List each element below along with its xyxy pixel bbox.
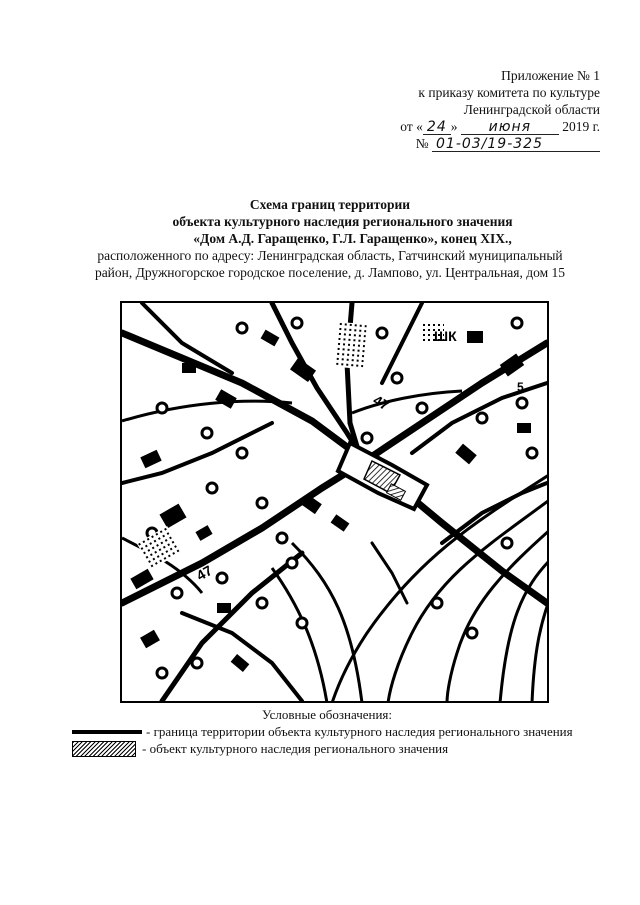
legend-object	[72, 741, 448, 757]
date-month: июня	[461, 120, 559, 135]
date-mid: »	[450, 119, 461, 134]
map-number-top: 47	[370, 391, 392, 414]
legend-object-label: - объект культурного наследия регионального значения	[142, 741, 449, 756]
date-year: 2019 г.	[558, 119, 600, 134]
map-label-top: ШК	[434, 328, 457, 344]
title-heading: Схема границ территории	[249, 197, 411, 212]
territory-map	[120, 301, 549, 703]
appendix-number	[270, 135, 600, 152]
map-drawing	[122, 303, 547, 701]
map-number-left: 47	[193, 561, 215, 584]
map-number-right: 5	[517, 380, 524, 394]
title-block	[70, 196, 590, 281]
legend-boundary	[72, 724, 573, 740]
legend-boundary-label: - граница территории объекта культурного наследия регионального значения	[146, 724, 573, 739]
appendix-date	[270, 118, 600, 135]
number-prefix: №	[415, 136, 432, 151]
title-address-1: расположенного по адресу: Ленинградская область, Гатчинский муниципальный	[97, 248, 563, 263]
appendix-block	[270, 67, 600, 152]
title-object-type: объекта культурного наследия регионального значения	[172, 214, 513, 229]
appendix-title: Приложение № 1	[501, 68, 600, 83]
hatch-swatch	[72, 741, 136, 757]
title-address-2: район, Дружногорское городское поселение, д. Лампово, ул. Центральная, дом 15	[94, 265, 566, 280]
boundary-line-swatch	[72, 730, 142, 734]
date-day: 24	[423, 120, 451, 135]
appendix-order-ref: к приказу комитета по культуре	[418, 85, 600, 100]
roads	[122, 303, 547, 701]
legend-title: Условные обозначения:	[262, 707, 393, 722]
appendix-region: Ленинградской области	[463, 102, 600, 117]
number-value: 01-03/19-325	[432, 137, 600, 152]
date-prefix: от «	[400, 119, 423, 134]
title-object-name: «Дом А.Д. Гаращенко, Г.Л. Гаращенко», конец XIX.,	[193, 231, 512, 246]
